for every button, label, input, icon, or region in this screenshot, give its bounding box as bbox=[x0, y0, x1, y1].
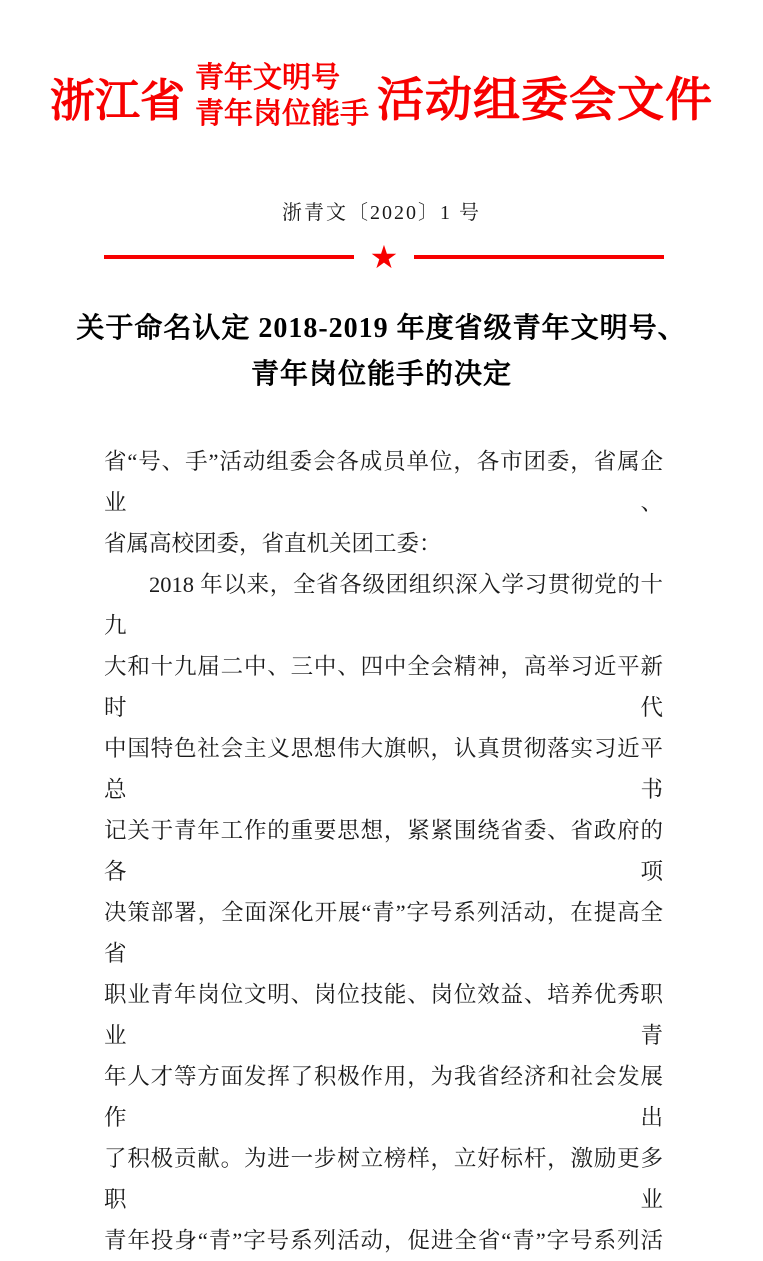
letterhead-stack-line2: 青年岗位能手 bbox=[195, 98, 370, 130]
body-line: 中国特色社会主义思想伟大旗帜，认真贯彻落实习近平总书 bbox=[104, 736, 663, 802]
body-line: 了积极贡献。为进一步树立榜样，立好标杆，激励更多职业 bbox=[104, 1146, 663, 1212]
body-line: 省“号、手”活动组委会各成员单位，各市团委，省属企业、 bbox=[104, 449, 663, 515]
header-divider bbox=[104, 238, 664, 276]
divider-line-right bbox=[414, 255, 664, 259]
letterhead-prefix: 浙江省 bbox=[49, 75, 185, 126]
body-line: 职业青年岗位文明、岗位技能、岗位效益、培养优秀职业青 bbox=[104, 982, 663, 1048]
body-text bbox=[104, 441, 663, 1261]
body-line: 2018 年以来，全省各级团组织深入学习贯彻党的十九 bbox=[104, 572, 663, 638]
body-line: 青年投身“青”字号系列活动，促进全省“青”字号系列活 bbox=[104, 1228, 663, 1253]
document-number: 浙青文〔2020〕1 号 bbox=[282, 202, 481, 224]
star-icon: ★ bbox=[369, 238, 399, 276]
body-line: 决策部署，全面深化开展“青”字号系列活动，在提高全省 bbox=[104, 900, 663, 966]
body-line: 省属高校团委，省直机关团工委： bbox=[104, 531, 442, 556]
letterhead-suffix: 活动组委会文件 bbox=[377, 74, 713, 127]
body-line: 记关于青年工作的重要思想，紧紧围绕省委、省政府的各项 bbox=[104, 818, 663, 884]
letterhead bbox=[0, 60, 763, 132]
body-line: 大和十九届二中、三中、四中全会精神，高举习近平新时代 bbox=[104, 654, 663, 720]
body-line: 年人才等方面发挥了积极作用，为我省经济和社会发展作出 bbox=[104, 1064, 663, 1130]
divider-line-left bbox=[104, 255, 354, 259]
letterhead-stack bbox=[195, 60, 370, 132]
document-title-line2: 青年岗位能手的决定 bbox=[250, 359, 512, 390]
document-title-line1: 关于命名认定 2018-2019 年度省级青年文明号、 bbox=[76, 313, 687, 344]
document-title bbox=[0, 306, 763, 398]
letterhead-stack-line1: 青年文明号 bbox=[195, 62, 341, 94]
